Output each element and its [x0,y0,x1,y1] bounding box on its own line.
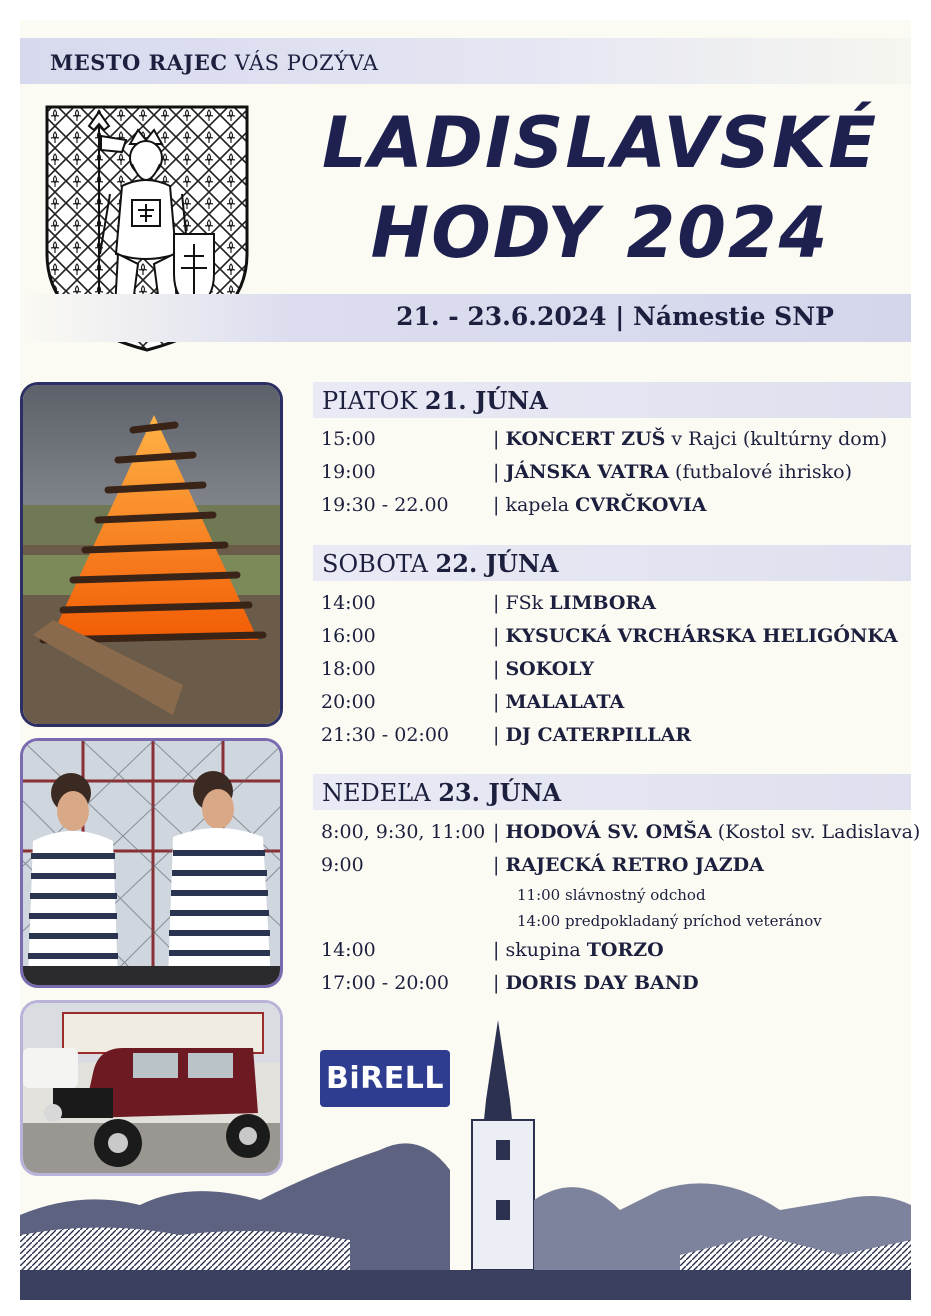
event-note: 14:00 predpokladaný príchod veteránov [517,912,822,930]
date-venue: 21. - 23.6.2024 | Námestie SNP [396,302,834,331]
event-title-line1: LADISLAVSKÉ [321,102,879,184]
day-label-saturday [322,549,559,578]
event-after: (futbalové ihrisko) [669,461,852,483]
event-time: 9:00 [321,854,364,876]
event-note: 11:00 slávnostný odchod [517,886,706,904]
event-bold: HODOVÁ SV. OMŠA [505,821,712,843]
event-before: kapela [505,494,576,516]
event-desc: | HODOVÁ SV. OMŠA (Kostol sv. Ladislava) [493,821,921,843]
weekday: SOBOTA [322,550,428,578]
day-date: 23. JÚNA [438,778,562,807]
event-bold: RAJECKÁ RETRO JAZDA [505,854,764,876]
event-desc: | FSk LIMBORA [493,592,656,614]
event-time: 15:00 [321,428,376,450]
event-time: 17:00 - 20:00 [321,972,450,994]
event-time: 21:30 - 02:00 [321,724,450,746]
invite-line [50,50,378,75]
event-before: skupina [505,939,587,961]
event-desc: | KONCERT ZUŠ v Rajci (kultúrny dom) [493,428,888,450]
event-bold: MALALATA [505,691,625,713]
dj-photo [20,738,283,988]
town-skyline [20,1020,911,1300]
day-date: 21. JÚNA [424,386,548,415]
event-desc: | SOKOLY [493,658,594,680]
event-bold: KYSUCKÁ VRCHÁRSKA HELIGÓNKA [505,625,898,647]
event-desc: | DORIS DAY BAND [493,972,699,994]
event-desc: | KYSUCKÁ VRCHÁRSKA HELIGÓNKA [493,625,898,647]
sponsor-logo: BiRELL [320,1050,450,1107]
event-desc: | kapela CVRČKOVIA [493,494,707,516]
event-bold: CVRČKOVIA [575,494,707,516]
day-date: 22. JÚNA [435,549,559,578]
event-title-line2: HODY 2024 [370,192,830,274]
day-label-sunday [322,778,561,807]
event-bold: KONCERT ZUŠ [505,428,666,450]
event-before: FSk [505,592,550,614]
weekday: PIATOK [322,387,418,415]
organizer-name: MESTO RAJEC [50,50,228,75]
event-time: 14:00 [321,592,376,614]
event-bold: DJ CATERPILLAR [505,724,692,746]
weekday: NEDEĽA [322,779,431,807]
bonfire-photo [20,382,283,727]
invite-text: VÁS POZÝVA [234,51,379,75]
event-time: 16:00 [321,625,376,647]
day-label-friday [322,386,548,415]
event-time: 14:00 [321,939,376,961]
event-desc: | skupina TORZO [493,939,664,961]
event-bold: TORZO [586,939,664,961]
event-time: 19:00 [321,461,376,483]
event-desc: | DJ CATERPILLAR [493,724,692,746]
event-time: 18:00 [321,658,376,680]
event-bold: SOKOLY [505,658,594,680]
event-time: 19:30 - 22.00 [321,494,449,516]
event-desc: | JÁNSKA VATRA (futbalové ihrisko) [493,461,852,483]
event-after: (Kostol sv. Ladislava) [711,821,921,843]
event-after: v Rajci (kultúrny dom) [665,428,888,450]
event-bold: LIMBORA [549,592,656,614]
church-tower-icon [472,1020,534,1270]
event-time: 8:00, 9:30, 11:00 [321,821,486,843]
event-bold: DORIS DAY BAND [505,972,699,994]
event-bold: JÁNSKA VATRA [505,461,670,483]
event-desc: | MALALATA [493,691,625,713]
event-time: 20:00 [321,691,376,713]
event-desc: | RAJECKÁ RETRO JAZDA [493,854,764,876]
